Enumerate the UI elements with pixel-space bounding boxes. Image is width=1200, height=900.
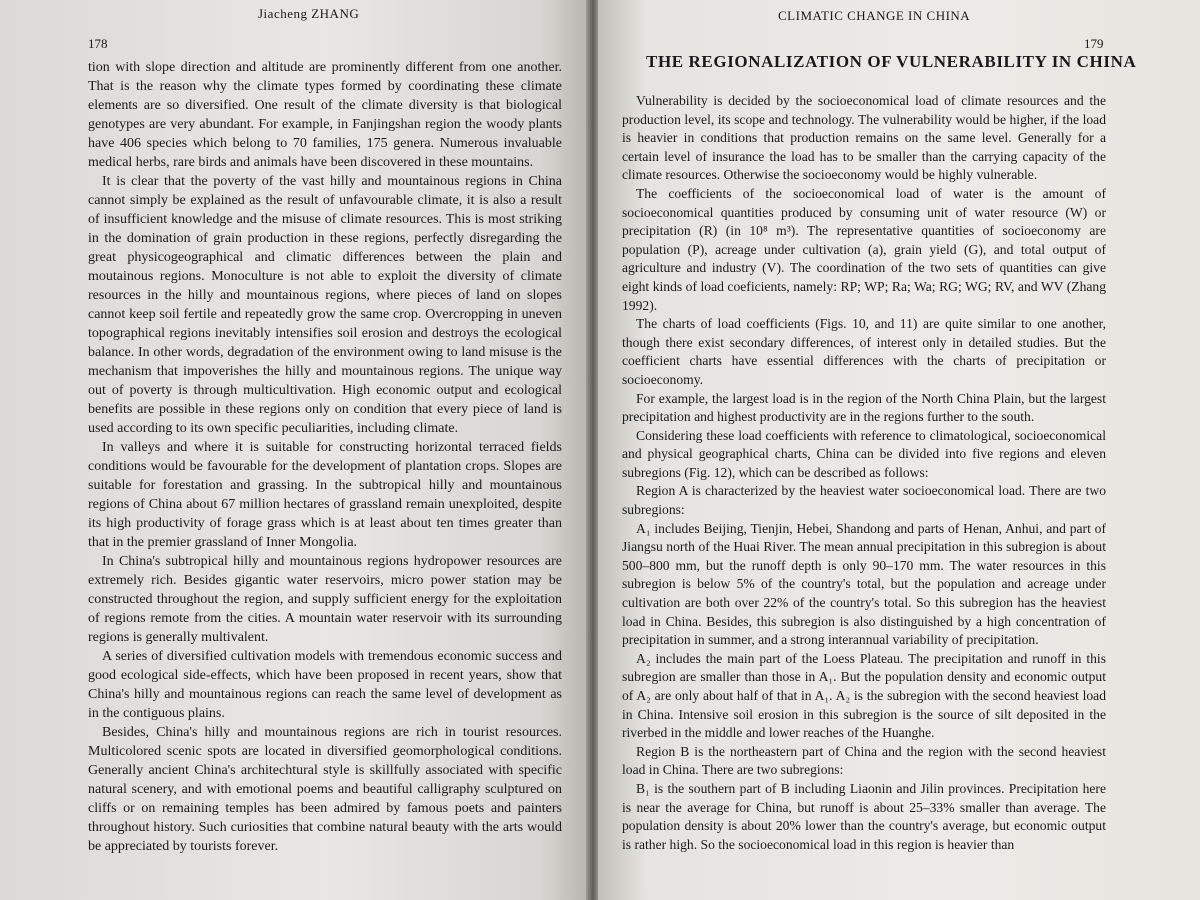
paragraph: B₁ is the southern part of B including Liaonin and Jilin provinces. Precipitation here is near the average for China, but runoff is about 25–33% smaller than average. The population density is about 20% lower than the country's average, but economic output is rather high. So the socioeconomical load in this region is heavier than bbox=[622, 780, 1106, 852]
paragraph: A₁ includes Beijing, Tienjin, Hebei, Shandong and parts of Henan, Anhui, and part of Jiangsu north of the Huai River. The mean annual precipitation in this subregion is about 500–800 mm, but the runoff depth is only 90–170 mm. The water resources in this subregion is below 5% of the country's total, but the population and acreage under cultivation are both over 22% of the country's total. So this subregion has the heaviest load in China. Besides, this subregion is also distinguished by a high concentration of precipitation in summer, and a strong interannual variability of precipitation. bbox=[622, 520, 1106, 648]
paragraph: Region A is characterized by the heaviest water socioeconomical load. There are two subregions: bbox=[622, 483, 1106, 518]
right-page bbox=[598, 0, 1200, 900]
paragraph: Vulnerability is decided by the socioeconomical load of climate resources and the production level, its scope and technology. The vulnerability would be higher, if the load is heavier in conditions that production remains on the same level. Generally for a certain level of insurance the load has to be smaller than the carrying capacity of the climate resources. Otherwise the socioeconomy would be highly vulnerable. bbox=[622, 93, 1106, 183]
paragraph: tion with slope direction and altitude are prominently different from one another. That is the reason why the climate types formed by coordinating these climate elements are so diversified. One result of the climate diversity is that biological genotypes are very abundant. For example, in Fanjingshan region the woody plants have 406 species which belong to 70 families, 175 genera. Numerous invaluable medical herbs, rare birds and animals have been discovered in these mountains. bbox=[88, 60, 562, 170]
paragraph: Region B is the northeastern part of China and the region with the second heaviest load in China. There are two subregions: bbox=[622, 743, 1106, 778]
paragraph: For example, the largest load is in the region of the North China Plain, but the largest precipitation and highest productivity are in the regions further to the south. bbox=[622, 390, 1106, 425]
paragraph: In valleys and where it is suitable for constructing horizontal terraced fields conditions would be favourable for the development of plantation crops. Slopes are suitable for forestation and grassing. In the subtropical hilly and mountainous regions of China about 67 million hectares of grassland remain unexploited, despite its high productivity of forage grass which is at least about ten times greater than that in the premier grassland of Inner Mongolia. bbox=[88, 440, 562, 550]
paragraph: The charts of load coefficients (Figs. 10, and 11) are quite similar to one another, though there exist secondary differences, of interest only in detailed studies. But the coefficient charts have essential differences with the charts of precipitation or socioeconomy. bbox=[622, 316, 1106, 387]
chapter-title: THE REGIONALIZATION OF VULNERABILITY IN CHINA bbox=[646, 52, 1137, 71]
left-page-number: 178 bbox=[88, 36, 108, 51]
right-running-head: CLIMATIC CHANGE IN CHINA bbox=[778, 8, 971, 23]
right-body-text bbox=[622, 92, 1106, 854]
left-running-head: Jiacheng ZHANG bbox=[258, 6, 360, 21]
paragraph: In China's subtropical hilly and mountainous regions hydropower resources are extremely rich. Besides gigantic water reservoirs, micro power station may be constructed throughout the region, and supply sufficient energy for the exploitation of regions remote from the cities. A mountain water reservoir with its surrounding regions is generally multivalent. bbox=[88, 554, 562, 645]
left-body-text bbox=[88, 58, 562, 856]
paragraph: A₂ includes the main part of the Loess Plateau. The precipitation and runoff in this subregion are smaller than those in A₁. But the population density and economic output of A₂ are only about half of that in A₁. A₂ is the subregion with the second heaviest load in China. Intensive soil erosion in this subregion is the source of silt deposited in the riverbed in the middle and lower reaches of the Huanghe. bbox=[622, 650, 1106, 741]
right-page-number: 179 bbox=[1084, 36, 1104, 51]
left-page bbox=[0, 0, 588, 900]
paragraph: Considering these load coefficients with reference to climatological, socioeconomical and physical geographical charts, China can be divided into five regions and eleven subregions (Fig. 12), which can be described as follows: bbox=[622, 427, 1106, 480]
paragraph: The coefficients of the socioeconomical load of water is the amount of socioeconomical quantities produced by consuming unit of water resource (W) or precipitation (R) (in 10⁸ m³). The representative quantities of socioeconomy are population (P), acreage under cultivation (a), grain yield (G), and total output of agriculture and industry (V). The coordination of the two sets of quantities can give eight kinds of load coeficients, namely: RP; WP; Ra; Wa; RG; WG; RV, and WV (Zhang 1992). bbox=[622, 185, 1106, 313]
paragraph: It is clear that the poverty of the vast hilly and mountainous regions in China cannot simply be explained as the result of unfavourable climate, it is also a result of insufficient knowledge and the misuse of climate resources. This is most striking in the domination of grain production in these regions, perfectly disregarding the great physicogeographical and climatic differences between the plain and moutainous regions. Monoculture is not able to exploit the diversity of climate resources in the hilly and mountainous regions, where pieces of land on slopes cannot keep soil fertile and repeatedly grow the same crop. Overcropping in uneven topographical regions inevitably intensifies soil erosion and destroys the ecological balance. In other words, degradation of the environment owing to land misuse is the mechanism that impoverishes the hilly and mountainous regions. The unique way out of poverty is through multicultivation. High economic output and ecological benefits are possible in these regions only on condition that every piece of land is used according to its own specific peculiarities, including climate. bbox=[88, 174, 562, 436]
paragraph: Besides, China's hilly and mountainous regions are rich in tourist resources. Multicolored scenic spots are located in diversified geomorphological conditions. Generally ancient China's architechtural style is skillfully associated with specific natural scenery, and with emotional poems and beautiful calligraphy sculptured on cliffs or on remaining temples has been admired by famous poets and painters throughout history. Such curiosities that combine natural beauty with the arts would be appreciated by tourists forever. bbox=[88, 725, 562, 854]
paragraph: A series of diversified cultivation models with tremendous economic success and good ecological side-effects, which have been proposed in recent years, show that China's hilly and mountainous regions can reach the same level of development as in the contiguous plains. bbox=[88, 649, 562, 721]
